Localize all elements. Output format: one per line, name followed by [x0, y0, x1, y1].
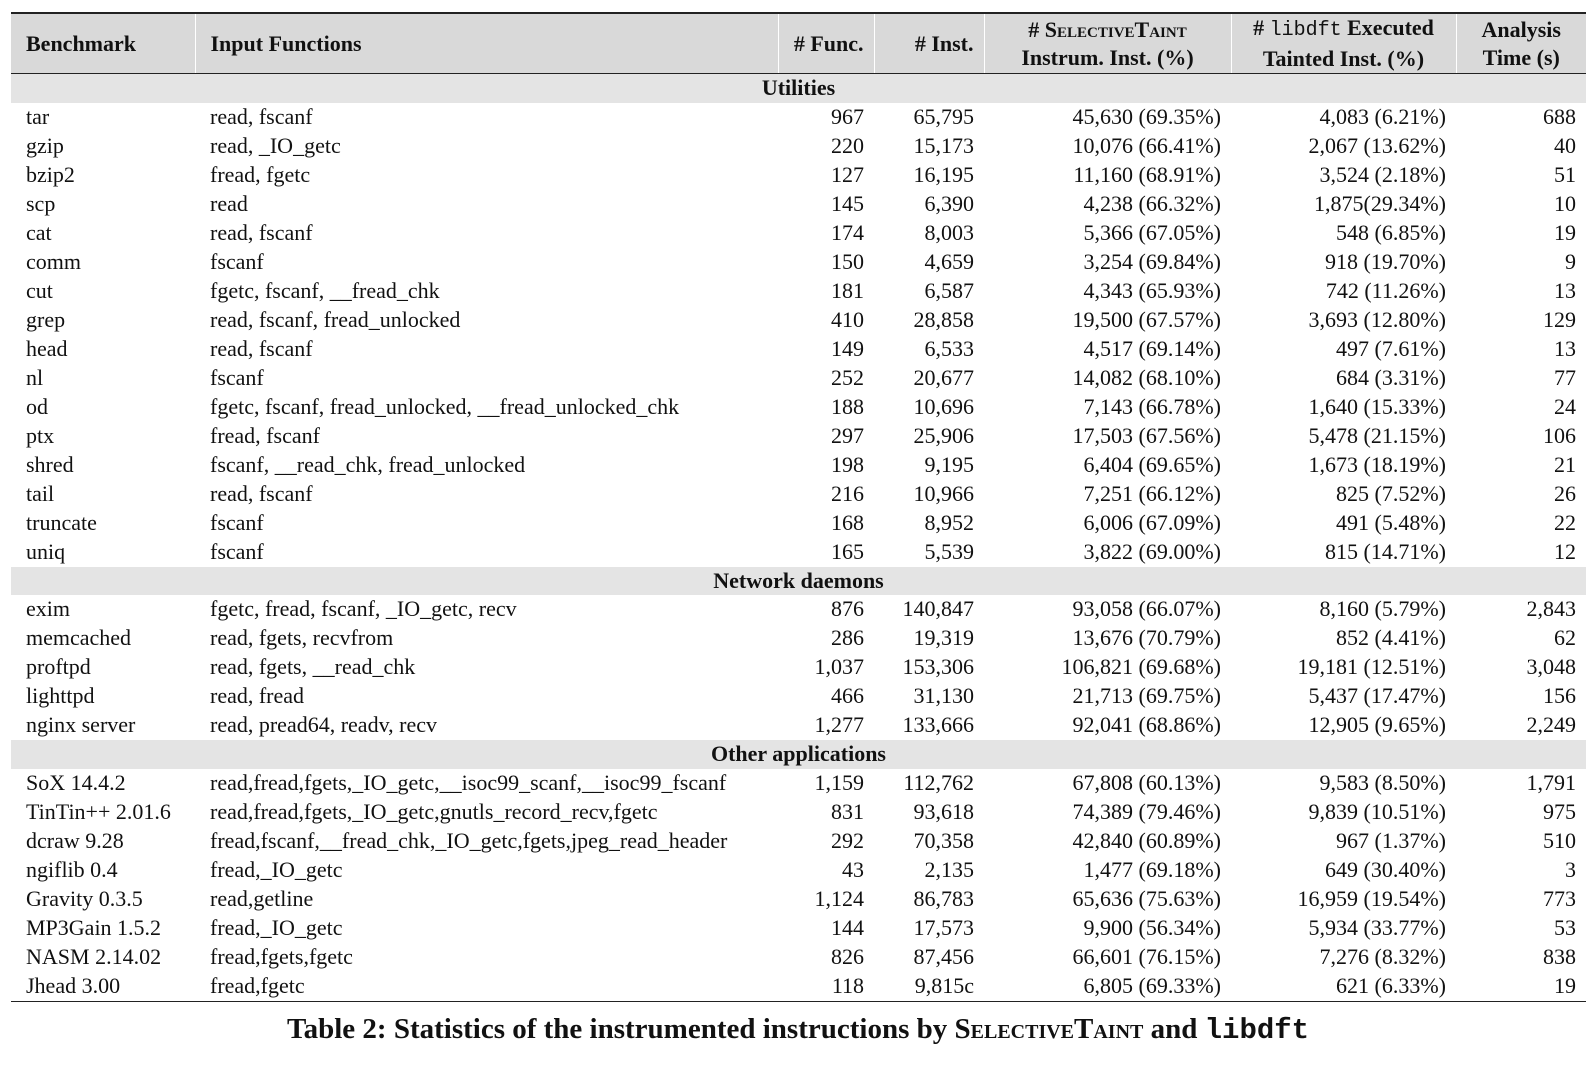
num-inst-cell: 9,195 — [924, 451, 974, 477]
selectivetaint-name: SelectiveTaint — [1044, 16, 1187, 42]
analysis-time-cell: 129 — [1543, 306, 1576, 332]
input-functions-cell: fgetc, fread, fscanf, _IO_getc, recv — [210, 596, 517, 622]
analysis-time-cell: 12 — [1554, 538, 1576, 564]
libdft-cell: 621 (6.33%) — [1231, 972, 1456, 1002]
analysis-time-cell: 13 — [1554, 335, 1576, 361]
libdft-cell: 9,839 (10.51%) — [1308, 798, 1446, 824]
benchmark-cell: NASM 2.14.02 — [26, 943, 162, 969]
analysis-time-cell: 10 — [1554, 190, 1576, 216]
num-inst-cell: 93,618 — [913, 798, 974, 824]
input-functions-cell: read, fread — [210, 683, 305, 709]
table-row — [11, 509, 1586, 538]
input-functions-cell: read, fscanf — [210, 219, 313, 245]
analysis-time-cell: 688 — [1543, 103, 1576, 129]
selectivetaint-cell: 42,840 (60.89%) — [1072, 827, 1221, 853]
table-row — [11, 624, 1586, 653]
num-inst-cell: 9,815c — [874, 972, 984, 1002]
selectivetaint-cell: 7,251 (66.12%) — [1083, 480, 1221, 506]
analysis-time-cell: 156 — [1543, 683, 1576, 709]
libdft-cell: 5,934 (33.77%) — [1308, 914, 1446, 940]
num-func-cell: 118 — [778, 972, 874, 1002]
selectivetaint-cell: 5,366 (67.05%) — [1083, 219, 1221, 245]
selectivetaint-cell: 19,500 (67.57%) — [1072, 306, 1221, 332]
benchmark-cell: od — [26, 393, 48, 419]
caption-selectivetaint: SelectiveTaint — [954, 1013, 1144, 1045]
selectivetaint-cell: 67,808 (60.13%) — [1072, 769, 1221, 795]
libdft-cell: 19,181 (12.51%) — [1297, 654, 1446, 680]
benchmark-cell: bzip2 — [26, 161, 75, 187]
libdft-cell: 742 (11.26%) — [1325, 277, 1446, 303]
input-functions-cell: read,fread,fgets,_IO_getc,gnutls_record_recv,fgetc — [210, 798, 658, 824]
selectivetaint-cell: 4,517 (69.14%) — [1083, 335, 1221, 361]
benchmark-cell: MP3Gain 1.5.2 — [26, 914, 162, 940]
analysis-time-cell: 3,048 — [1526, 654, 1576, 680]
input-functions-cell: read,fread,fgets,_IO_getc,__isoc99_scanf,__isoc99_fscanf — [210, 769, 727, 795]
input-functions-cell: read, fscanf — [210, 335, 313, 361]
num-func-cell: 188 — [831, 393, 864, 419]
libdft-cell: 12,905 (9.65%) — [1308, 712, 1446, 738]
selectivetaint-cell: 3,822 (69.00%) — [1083, 538, 1221, 564]
table-row — [11, 943, 1586, 972]
num-func-cell: 967 — [831, 103, 864, 129]
analysis-time-cell: 51 — [1554, 161, 1576, 187]
selectivetaint-cell: 6,006 (67.09%) — [1083, 509, 1221, 535]
num-func-cell: 150 — [831, 248, 864, 274]
table-row — [11, 277, 1586, 306]
benchmark-cell: shred — [26, 451, 74, 477]
selectivetaint-cell: 93,058 (66.07%) — [1072, 596, 1221, 622]
table-row — [11, 480, 1586, 509]
table-row — [11, 306, 1586, 335]
num-func-cell: 826 — [831, 943, 864, 969]
num-func-cell: 292 — [831, 827, 864, 853]
libdft-cell: 3,693 (12.80%) — [1308, 306, 1446, 332]
libdft-cell: 815 (14.71%) — [1325, 538, 1446, 564]
num-func-cell: 43 — [842, 856, 864, 882]
libdft-cell: 2,067 (13.62%) — [1308, 132, 1446, 158]
input-functions-cell: read, fgets, recvfrom — [210, 625, 394, 651]
num-func-cell: 1,124 — [814, 885, 864, 911]
num-inst-cell: 10,966 — [913, 480, 974, 506]
num-func-cell: 286 — [831, 625, 864, 651]
analysis-time-cell: 838 — [1543, 943, 1576, 969]
selectivetaint-cell: 92,041 (68.86%) — [1072, 712, 1221, 738]
libdft-cell: 5,478 (21.15%) — [1308, 422, 1446, 448]
libdft-cell: 7,276 (8.32%) — [1319, 943, 1446, 969]
libdft-cell: 1,640 (15.33%) — [1308, 393, 1446, 419]
benchmark-cell: proftpd — [26, 654, 91, 680]
analysis-time-cell: 3 — [1565, 856, 1576, 882]
table-row — [11, 364, 1586, 393]
benchmark-cell: TinTin++ 2.01.6 — [26, 798, 171, 824]
benchmark-cell: ngiflib 0.4 — [26, 856, 118, 882]
libdft-name: libdft — [1269, 19, 1342, 42]
selectivetaint-cell: 1,477 (69.18%) — [1083, 856, 1221, 882]
num-func-cell: 876 — [831, 596, 864, 622]
benchmark-cell: gzip — [26, 132, 64, 158]
table-row — [11, 132, 1586, 161]
num-inst-cell: 112,762 — [903, 769, 974, 795]
libdft-cell: 8,160 (5.79%) — [1319, 596, 1446, 622]
input-functions-cell: read, pread64, readv, recv — [210, 712, 437, 738]
num-func-cell: 220 — [831, 132, 864, 158]
selectivetaint-cell: 10,076 (66.41%) — [1072, 132, 1221, 158]
analysis-time-cell: 19 — [1554, 219, 1576, 245]
num-func-cell: 466 — [831, 683, 864, 709]
selectivetaint-cell: 17,503 (67.56%) — [1072, 422, 1221, 448]
input-functions-cell: fread,_IO_getc — [210, 856, 343, 882]
input-functions-cell: fscanf, __read_chk, fread_unlocked — [210, 451, 526, 477]
input-functions-cell: fscanf — [210, 248, 264, 274]
table-row — [11, 595, 1586, 624]
num-inst-cell: 8,952 — [924, 509, 974, 535]
input-functions-cell: fgetc, fscanf, fread_unlocked, __fread_unlocked_chk — [210, 393, 680, 419]
num-func-cell: 149 — [831, 335, 864, 361]
table-header — [11, 13, 1586, 74]
num-func-cell: 168 — [831, 509, 864, 535]
num-func-cell: 145 — [831, 190, 864, 216]
selectivetaint-cell: 6,805 (69.33%) — [984, 972, 1231, 1002]
analysis-time-cell: 26 — [1554, 480, 1576, 506]
table-row — [11, 653, 1586, 682]
header-selectivetaint-line1: # SelectiveTaint — [1028, 16, 1187, 42]
num-func-cell: 127 — [831, 161, 864, 187]
table-row — [11, 219, 1586, 248]
selectivetaint-cell: 4,238 (66.32%) — [1083, 190, 1221, 216]
selectivetaint-cell: 66,601 (76.15%) — [1072, 943, 1221, 969]
input-functions-cell: fscanf — [210, 538, 264, 564]
analysis-time-cell: 24 — [1554, 393, 1576, 419]
num-inst-cell: 31,130 — [913, 683, 974, 709]
num-inst-cell: 6,390 — [924, 190, 974, 216]
num-func-cell: 1,159 — [814, 769, 864, 795]
selectivetaint-cell: 4,343 (65.93%) — [1083, 277, 1221, 303]
num-inst-cell: 70,358 — [913, 827, 974, 853]
selectivetaint-cell: 3,254 (69.84%) — [1083, 248, 1221, 274]
header-num-inst: # Inst. — [874, 13, 984, 74]
num-func-cell: 165 — [831, 538, 864, 564]
num-func-cell: 1,277 — [814, 712, 864, 738]
libdft-cell: 967 (1.37%) — [1336, 827, 1446, 853]
benchmark-cell: grep — [26, 306, 66, 332]
selectivetaint-cell: 74,389 (79.46%) — [1072, 798, 1221, 824]
table-row — [11, 393, 1586, 422]
num-inst-cell: 153,306 — [902, 654, 974, 680]
num-inst-cell: 17,573 — [913, 914, 974, 940]
selectivetaint-cell: 21,713 (69.75%) — [1072, 683, 1221, 709]
table-row — [11, 190, 1586, 219]
benchmark-cell: comm — [26, 248, 81, 274]
num-inst-cell: 140,847 — [902, 596, 974, 622]
benchmark-cell: nl — [26, 364, 44, 390]
table-body — [11, 74, 1586, 1002]
table-row — [11, 161, 1586, 190]
analysis-time-cell: 19 — [1456, 972, 1586, 1002]
libdft-cell: 9,583 (8.50%) — [1319, 769, 1446, 795]
num-inst-cell: 5,539 — [924, 538, 974, 564]
input-functions-cell: read, _IO_getc — [210, 132, 341, 158]
benchmark-cell: memcached — [26, 625, 132, 651]
table-row — [11, 914, 1586, 943]
analysis-time-cell: 53 — [1554, 914, 1576, 940]
analysis-time-cell: 62 — [1554, 625, 1576, 651]
table-row — [11, 248, 1586, 277]
benchmark-cell: cut — [26, 277, 53, 303]
libdft-cell: 649 (30.40%) — [1325, 856, 1446, 882]
analysis-time-cell: 510 — [1543, 827, 1576, 853]
header-analysis-time: Analysis Time (s) — [1456, 13, 1586, 74]
header-selectivetaint-line2: Instrum. Inst. (%) — [1021, 44, 1194, 70]
input-functions-cell: fscanf — [210, 509, 264, 535]
group-title: Network daemons — [11, 567, 1586, 596]
libdft-cell: 918 (19.70%) — [1325, 248, 1446, 274]
benchmark-cell: nginx server — [26, 712, 136, 738]
num-func-cell: 1,037 — [814, 654, 864, 680]
input-functions-cell: read, fscanf — [210, 480, 313, 506]
selectivetaint-cell: 6,404 (69.65%) — [1083, 451, 1221, 477]
table-row — [11, 769, 1586, 798]
selectivetaint-cell: 9,900 (56.34%) — [1083, 914, 1221, 940]
benchmark-cell: tail — [26, 480, 55, 506]
input-functions-cell: read, fscanf, fread_unlocked — [210, 306, 461, 332]
num-func-cell: 181 — [831, 277, 864, 303]
header-input-functions: Input Functions — [195, 13, 778, 74]
input-functions-cell: fread, fgetc — [210, 161, 311, 187]
input-functions-cell: fread,_IO_getc — [210, 914, 343, 940]
group-header-row — [11, 567, 1586, 596]
num-inst-cell: 133,666 — [902, 712, 974, 738]
input-functions-cell: read, fgets, __read_chk — [210, 654, 416, 680]
num-func-cell: 831 — [831, 798, 864, 824]
benchmark-cell: cat — [26, 219, 52, 245]
libdft-cell: 548 (6.85%) — [1336, 219, 1446, 245]
input-functions-cell: read, fscanf — [210, 103, 313, 129]
caption-libdft: libdft — [1204, 1014, 1310, 1047]
group-header-row — [11, 74, 1586, 103]
analysis-time-cell: 2,249 — [1526, 712, 1576, 738]
num-inst-cell: 87,456 — [913, 943, 974, 969]
table-row — [11, 827, 1586, 856]
input-functions-cell: fscanf — [210, 364, 264, 390]
selectivetaint-cell: 13,676 (70.79%) — [1072, 625, 1221, 651]
benchmark-cell: tar — [26, 103, 50, 129]
benchmark-cell: head — [26, 335, 68, 361]
libdft-cell: 684 (3.31%) — [1336, 364, 1446, 390]
num-inst-cell: 28,858 — [913, 306, 974, 332]
benchmark-cell: uniq — [26, 538, 66, 564]
num-func-cell: 297 — [831, 422, 864, 448]
table-row — [11, 451, 1586, 480]
selectivetaint-cell: 106,821 (69.68%) — [1061, 654, 1221, 680]
table-row — [11, 682, 1586, 711]
selectivetaint-cell: 11,160 (68.91%) — [1073, 161, 1221, 187]
header-selectivetaint-instrum — [984, 13, 1231, 74]
benchmark-cell: scp — [26, 190, 56, 216]
selectivetaint-cell: 45,630 (69.35%) — [1072, 103, 1221, 129]
selectivetaint-cell: 7,143 (66.78%) — [1083, 393, 1221, 419]
benchmark-cell: exim — [26, 596, 70, 622]
group-title: Other applications — [11, 740, 1586, 769]
analysis-time-cell: 40 — [1554, 132, 1576, 158]
input-functions-cell: fread,fgets,fgetc — [210, 943, 353, 969]
libdft-cell: 3,524 (2.18%) — [1319, 161, 1446, 187]
stats-table-container — [11, 12, 1586, 1002]
num-inst-cell: 86,783 — [913, 885, 974, 911]
benchmark-cell: ptx — [26, 422, 55, 448]
analysis-time-cell: 2,843 — [1526, 596, 1576, 622]
header-libdft-line1: # libdft Executed — [1253, 15, 1434, 42]
table-caption: Table 2: Statistics of the instrumented instructions by SelectiveTaint and libdft — [286, 1013, 1310, 1047]
num-inst-cell: 6,587 — [924, 277, 974, 303]
table-row — [11, 798, 1586, 827]
table-row — [11, 885, 1586, 914]
analysis-time-cell: 975 — [1543, 798, 1576, 824]
stats-table — [11, 12, 1586, 1002]
benchmark-cell: lighttpd — [26, 683, 95, 709]
analysis-time-cell: 13 — [1554, 277, 1576, 303]
input-functions-cell: read,getline — [210, 885, 314, 911]
header-row — [11, 13, 1586, 74]
num-inst-cell: 8,003 — [924, 219, 974, 245]
input-functions-cell: fread,fgetc — [195, 972, 778, 1002]
table-row — [11, 422, 1586, 451]
benchmark-cell: Gravity 0.3.5 — [26, 885, 143, 911]
libdft-cell: 497 (7.61%) — [1336, 335, 1446, 361]
input-functions-cell: read — [210, 190, 248, 216]
benchmark-cell: truncate — [26, 509, 97, 535]
libdft-cell: 491 (5.48%) — [1336, 509, 1446, 535]
num-inst-cell: 2,135 — [924, 856, 974, 882]
benchmark-cell: dcraw 9.28 — [26, 827, 124, 853]
num-inst-cell: 65,795 — [913, 103, 974, 129]
table-row — [11, 335, 1586, 364]
analysis-time-cell: 22 — [1554, 509, 1576, 535]
analysis-time-cell: 106 — [1543, 422, 1576, 448]
analysis-time-cell: 1,791 — [1526, 769, 1576, 795]
libdft-cell: 825 (7.52%) — [1336, 480, 1446, 506]
table-row — [11, 103, 1586, 132]
num-func-cell: 174 — [831, 219, 864, 245]
num-inst-cell: 25,906 — [913, 422, 974, 448]
num-inst-cell: 15,173 — [913, 132, 974, 158]
group-title: Utilities — [11, 74, 1586, 103]
selectivetaint-cell: 14,082 (68.10%) — [1072, 364, 1221, 390]
num-func-cell: 252 — [831, 364, 864, 390]
num-func-cell: 144 — [831, 914, 864, 940]
num-inst-cell: 10,696 — [913, 393, 974, 419]
num-func-cell: 198 — [831, 451, 864, 477]
analysis-time-cell: 9 — [1565, 248, 1576, 274]
num-func-cell: 410 — [831, 306, 864, 332]
num-func-cell: 216 — [831, 480, 864, 506]
libdft-cell: 1,875(29.34%) — [1314, 190, 1446, 216]
selectivetaint-cell: 65,636 (75.63%) — [1072, 885, 1221, 911]
num-inst-cell: 4,659 — [924, 248, 974, 274]
table-row — [11, 972, 1586, 1002]
num-inst-cell: 20,677 — [913, 364, 974, 390]
input-functions-cell: fgetc, fscanf, __fread_chk — [210, 277, 440, 303]
input-functions-cell: fread,fscanf,__fread_chk,_IO_getc,fgets,jpeg_read_header — [210, 827, 728, 853]
header-benchmark: Benchmark — [11, 13, 195, 74]
libdft-cell: 4,083 (6.21%) — [1319, 103, 1446, 129]
benchmark-cell: SoX 14.4.2 — [26, 769, 126, 795]
table-row — [11, 856, 1586, 885]
benchmark-cell: Jhead 3.00 — [11, 972, 195, 1002]
table-row — [11, 711, 1586, 740]
header-libdft-tainted — [1231, 13, 1456, 74]
libdft-cell: 5,437 (17.47%) — [1308, 683, 1446, 709]
num-inst-cell: 6,533 — [924, 335, 974, 361]
libdft-cell: 16,959 (19.54%) — [1297, 885, 1446, 911]
header-num-func: # Func. — [778, 13, 874, 74]
group-header-row — [11, 740, 1586, 769]
analysis-time-cell: 21 — [1554, 451, 1576, 477]
num-inst-cell: 16,195 — [913, 161, 974, 187]
libdft-cell: 852 (4.41%) — [1336, 625, 1446, 651]
header-libdft-line2: Tainted Inst. (%) — [1262, 46, 1425, 71]
table-row — [11, 538, 1586, 567]
analysis-time-cell: 77 — [1554, 364, 1576, 390]
num-inst-cell: 19,319 — [913, 625, 974, 651]
analysis-time-cell: 773 — [1543, 885, 1576, 911]
input-functions-cell: fread, fscanf — [210, 422, 320, 448]
libdft-cell: 1,673 (18.19%) — [1308, 451, 1446, 477]
